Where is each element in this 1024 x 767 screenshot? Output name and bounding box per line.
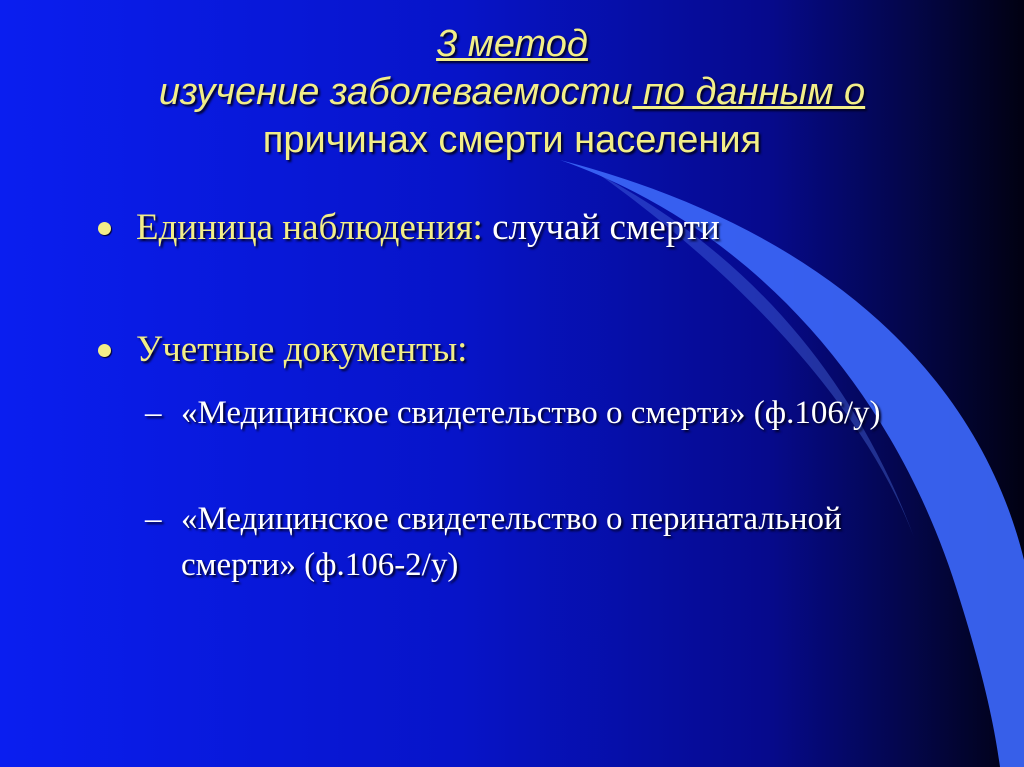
title-method: 3 метод [436, 23, 588, 65]
sub-item-text: «Медицинское свидетельство о перинатальной смерти» (ф.106-2/у) [181, 501, 842, 583]
bullet-text [136, 328, 467, 372]
title-subtitle-line2: причинах смерти населения [262, 119, 762, 161]
title-subtitle-part2: по данным о [632, 71, 866, 113]
bullet-value: случай смерти [482, 207, 720, 248]
bullet-dot-icon [98, 222, 111, 235]
title-subtitle-line1 [0, 68, 1024, 116]
dash-marker: – [145, 501, 162, 537]
bullet-label: Единица наблюдения: [136, 207, 483, 248]
dash-marker: – [145, 395, 162, 431]
sub-item-text: «Медицинское свидетельство о смерти» (ф.106/у) [181, 395, 881, 431]
slide-title [0, 20, 1024, 164]
bullet-label: Учетные документы: [136, 329, 468, 370]
bullet-dot-icon [98, 344, 111, 357]
title-subtitle-part1: изучение заболеваемости [158, 71, 633, 113]
bullet-text [136, 206, 720, 250]
